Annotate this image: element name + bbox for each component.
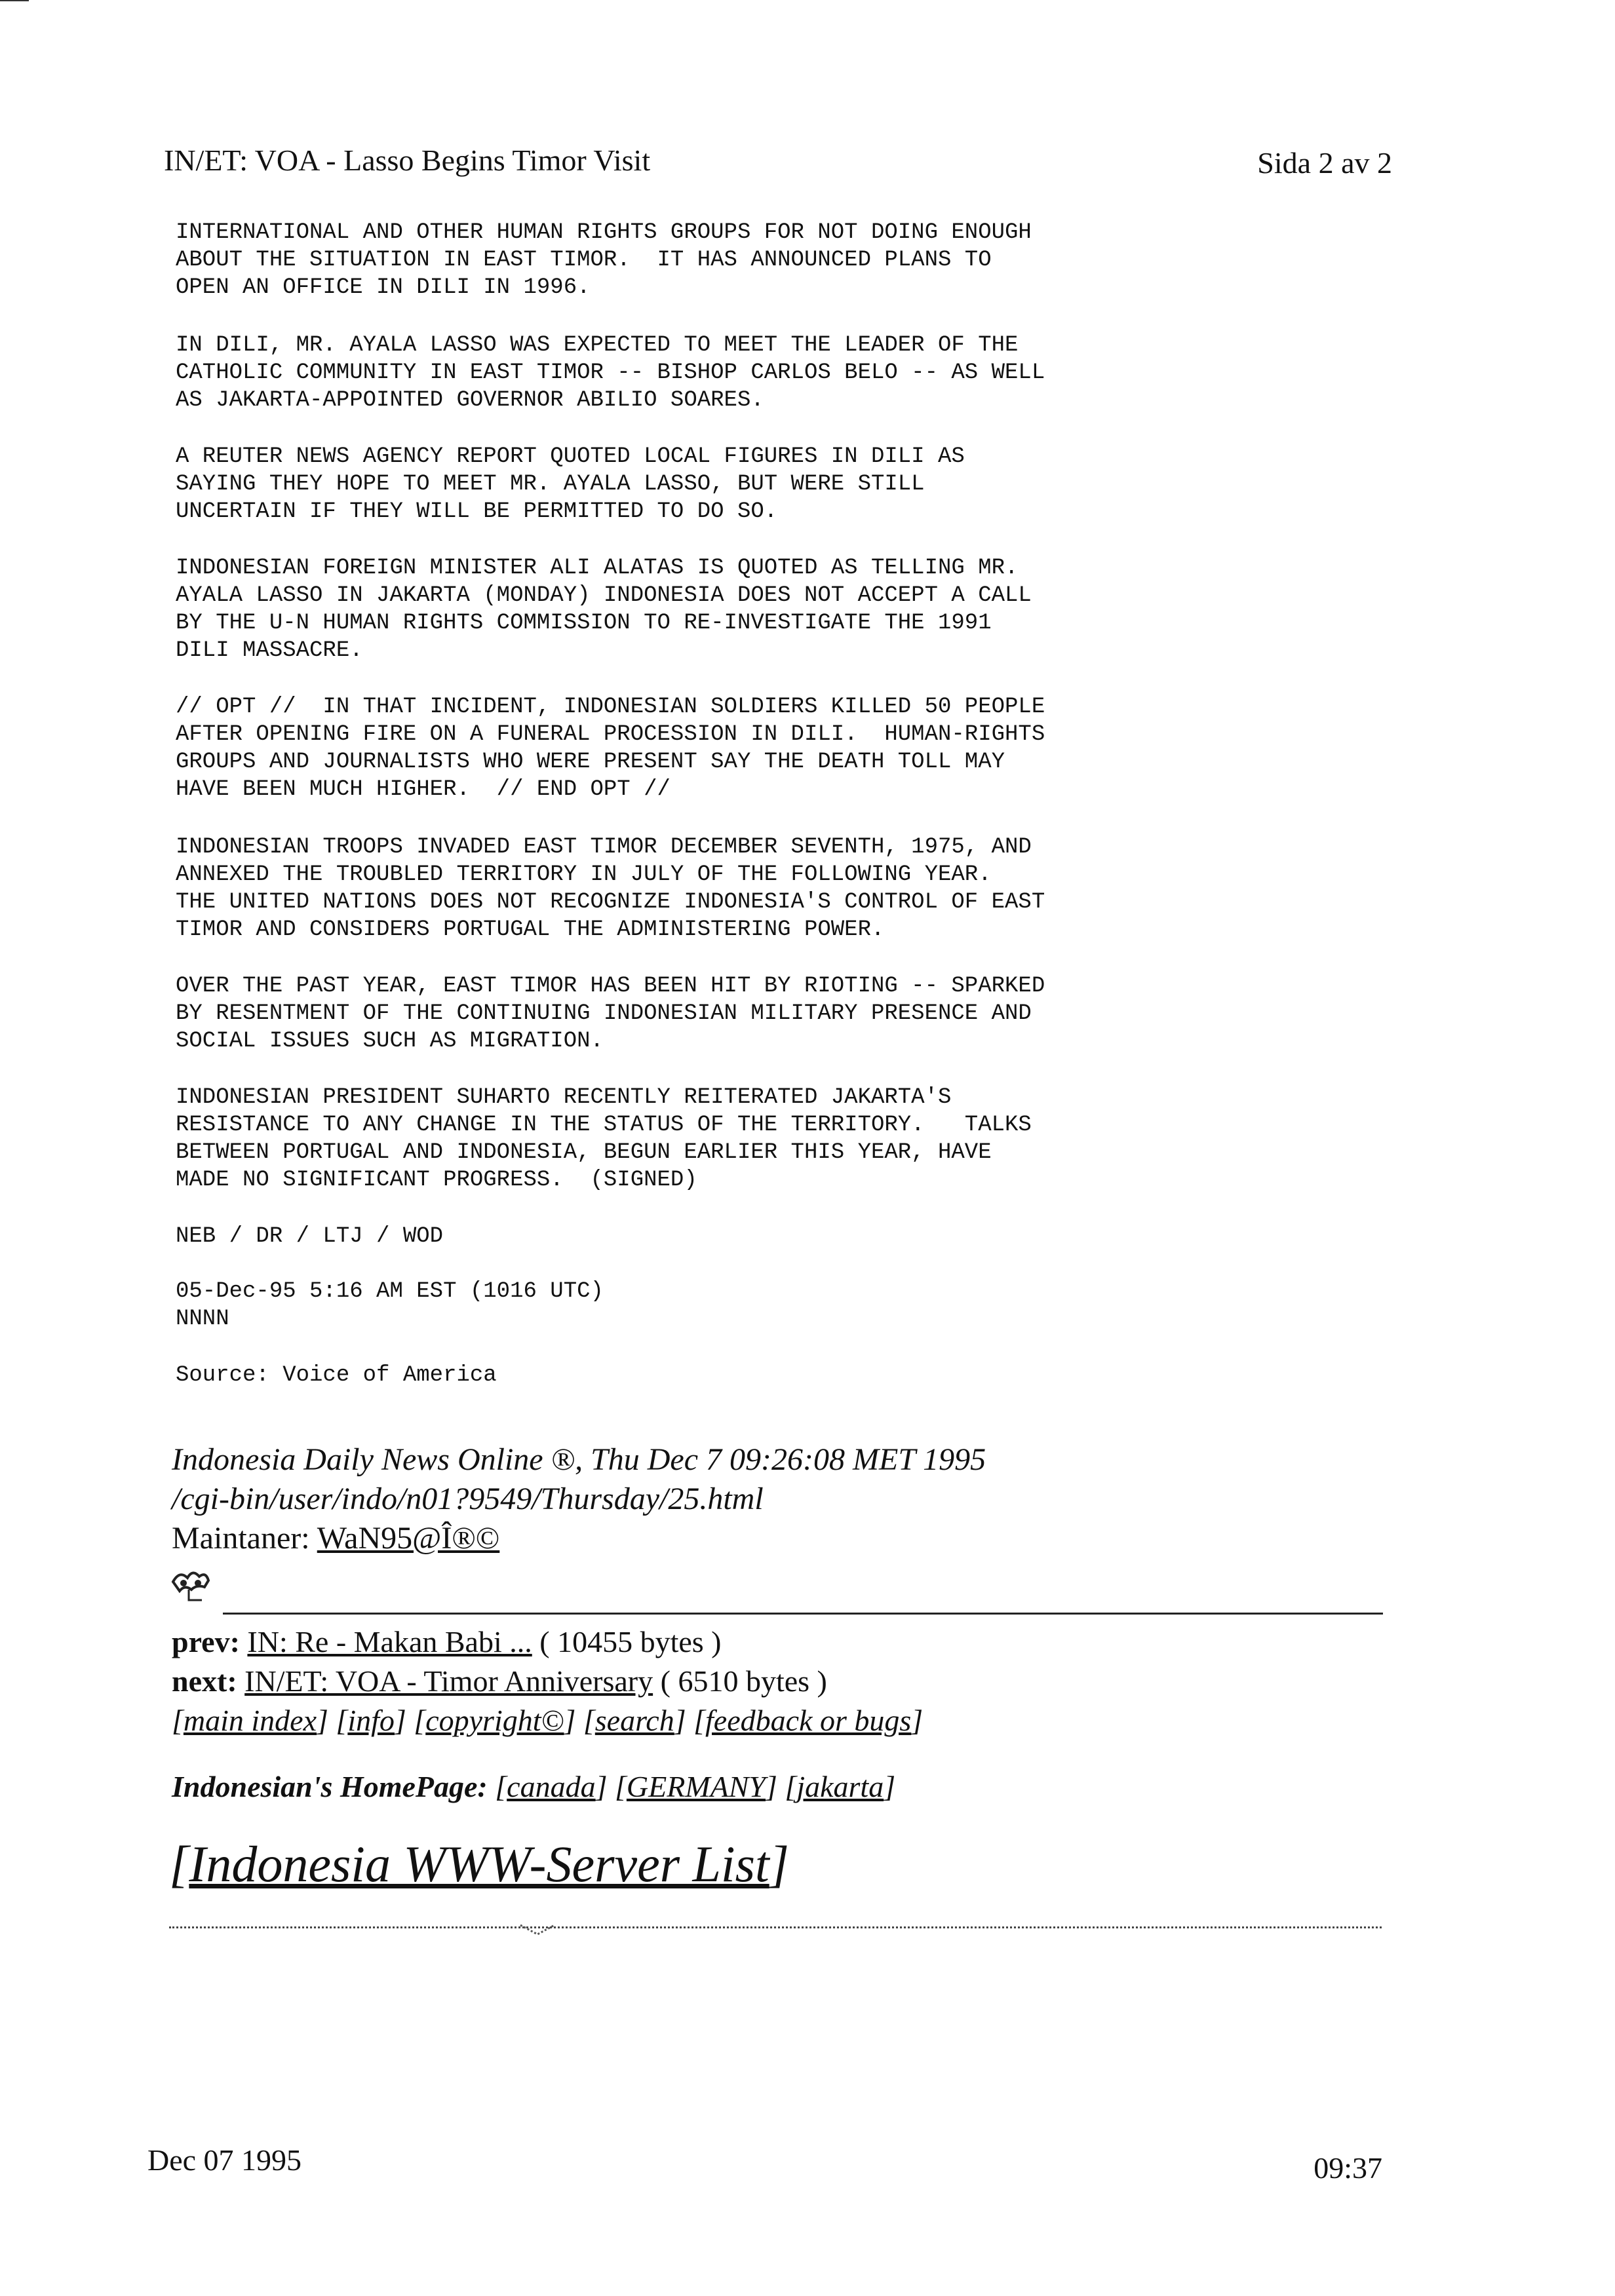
link-main-index[interactable]: main index <box>183 1704 317 1737</box>
page-number: Sida 2 av 2 <box>1257 146 1392 180</box>
print-time: 09:37 <box>1313 2151 1382 2185</box>
nav-next <box>172 1662 923 1701</box>
link-jakarta[interactable]: jakarta <box>796 1770 884 1803</box>
site-footer-line1: Indonesia Daily News Online ®, Thu Dec 7 09:26:08 MET 1995 <box>172 1442 986 1477</box>
link-info[interactable]: info <box>347 1704 395 1737</box>
article-paragraph: NEB / DR / LTJ / WOD <box>176 1224 444 1249</box>
print-date: Dec 07 1995 <box>147 2143 302 2177</box>
nav-index-links: [main index] [info] [copyright©] [search] [feedback or bugs] <box>172 1704 924 1737</box>
link-canada[interactable]: canada <box>507 1770 596 1803</box>
article-paragraph: INDONESIAN TROOPS INVADED EAST TIMOR DECEMBER SEVENTH, 1975, AND ANNEXED THE TROUBLED TERRITORY IN JULY OF THE FOLLOWING YEAR. THE UNITED NATIONS DOES NOT RECOGNIZE INDONESIA'S CONTROL OF EAST TIMOR AND CONSIDERS PORTUGAL THE ADMINISTERING POWER. <box>176 835 1045 942</box>
article-navigation <box>172 1622 923 1740</box>
article-paragraph: IN DILI, MR. AYALA LASSO WAS EXPECTED TO MEET THE LEADER OF THE CATHOLIC COMMUNITY IN EAST TIMOR -- BISHOP CARLOS BELO -- AS WELL AS JAKARTA-APPOINTED GOVERNOR ABILIO SOARES. <box>176 333 1045 413</box>
nav-prev <box>172 1622 923 1662</box>
article-paragraph: OVER THE PAST YEAR, EAST TIMOR HAS BEEN HIT BY RIOTING -- SPARKED BY RESENTMENT OF THE CONTINUING INDONESIAN MILITARY PRESENCE AND SOCIAL ISSUES SUCH AS MIGRATION. <box>176 974 1045 1054</box>
site-footer <box>172 1440 986 1558</box>
article-paragraph: // OPT // IN THAT INCIDENT, INDONESIAN SOLDIERS KILLED 50 PEOPLE AFTER OPENING FIRE ON A FUNERAL PROCESSION IN DILI. HUMAN-RIGHTS GROUPS AND JOURNALISTS WHO WERE PRESENT SAY THE DEATH TOLL MAY HAVE BEEN MUCH HIGHER. // END OPT // <box>176 695 1045 802</box>
link-server-list[interactable]: Indonesia WWW-Server List <box>189 1835 769 1892</box>
site-footer-path: /cgi-bin/user/indo/n01?9549/Thursday/25.html <box>172 1482 764 1516</box>
nav-prev-link[interactable]: IN: Re - Makan Babi ... <box>247 1625 532 1658</box>
homepage-label: Indonesian's HomePage: <box>172 1770 496 1803</box>
article-timestamp: 05-Dec-95 5:16 AM EST (1016 UTC) NNNN <box>176 1279 604 1331</box>
maintainer-link[interactable]: WaN95@Î®© <box>317 1521 500 1556</box>
divider-top <box>223 1613 1383 1615</box>
divider-ornament-icon <box>518 1920 557 1943</box>
nav-prev-label: prev: <box>172 1625 248 1658</box>
article-paragraph: INDONESIAN FOREIGN MINISTER ALI ALATAS IS QUOTED AS TELLING MR. AYALA LASSO IN JAKARTA (MONDAY) INDONESIA DOES NOT ACCEPT A CALL BY THE U-N HUMAN RIGHTS COMMISSION TO RE-INVESTIGATE THE 1991 DILI MASSACRE. <box>176 556 1032 663</box>
article-paragraph: A REUTER NEWS AGENCY REPORT QUOTED LOCAL FIGURES IN DILI AS SAYING THEY HOPE TO MEET MR. AYALA LASSO, BUT WERE STILL UNCERTAIN IF THEY WILL BE PERMITTED TO DO SO. <box>176 444 965 524</box>
scan-corner-mark <box>0 0 29 1</box>
nav-next-link[interactable]: IN/ET: VOA - Timor Anniversary <box>244 1664 653 1698</box>
maintainer-line <box>172 1519 986 1558</box>
article-source: Source: Voice of America <box>176 1363 497 1388</box>
nav-next-label: next: <box>172 1664 245 1698</box>
homepage-links: Indonesian's HomePage: [canada] [GERMANY] [jakarta] <box>172 1770 896 1803</box>
mail-bug-icon <box>169 1563 228 1606</box>
page-header-title: IN/ET: VOA - Lasso Begins Timor Visit <box>164 144 651 177</box>
link-germany[interactable]: GERMANY <box>626 1770 766 1803</box>
maintainer-label: Maintaner: <box>172 1521 317 1556</box>
article-paragraph: INTERNATIONAL AND OTHER HUMAN RIGHTS GROUPS FOR NOT DOING ENOUGH ABOUT THE SITUATION IN EAST TIMOR. IT HAS ANNOUNCED PLANS TO OPEN AN OFFICE IN DILI IN 1996. <box>176 220 1032 300</box>
link-search[interactable]: search <box>594 1704 674 1737</box>
article-paragraph: INDONESIAN PRESIDENT SUHARTO RECENTLY REITERATED JAKARTA'S RESISTANCE TO ANY CHANGE IN THE STATUS OF THE TERRITORY. TALKS BETWEEN PORTUGAL AND INDONESIA, BEGUN EARLIER THIS YEAR, HAVE MADE NO SIGNIFICANT PROGRESS. (SIGNED) <box>176 1085 1032 1193</box>
server-list-heading: [Indonesia WWW-Server List] <box>169 1835 789 1892</box>
link-copyright[interactable]: copyright© <box>425 1704 564 1737</box>
nav-prev-size: ( 10455 bytes ) <box>532 1625 722 1658</box>
divider-bottom <box>169 1926 1382 1928</box>
link-feedback[interactable]: feedback or bugs <box>705 1704 912 1737</box>
nav-next-size: ( 6510 bytes ) <box>653 1664 827 1698</box>
